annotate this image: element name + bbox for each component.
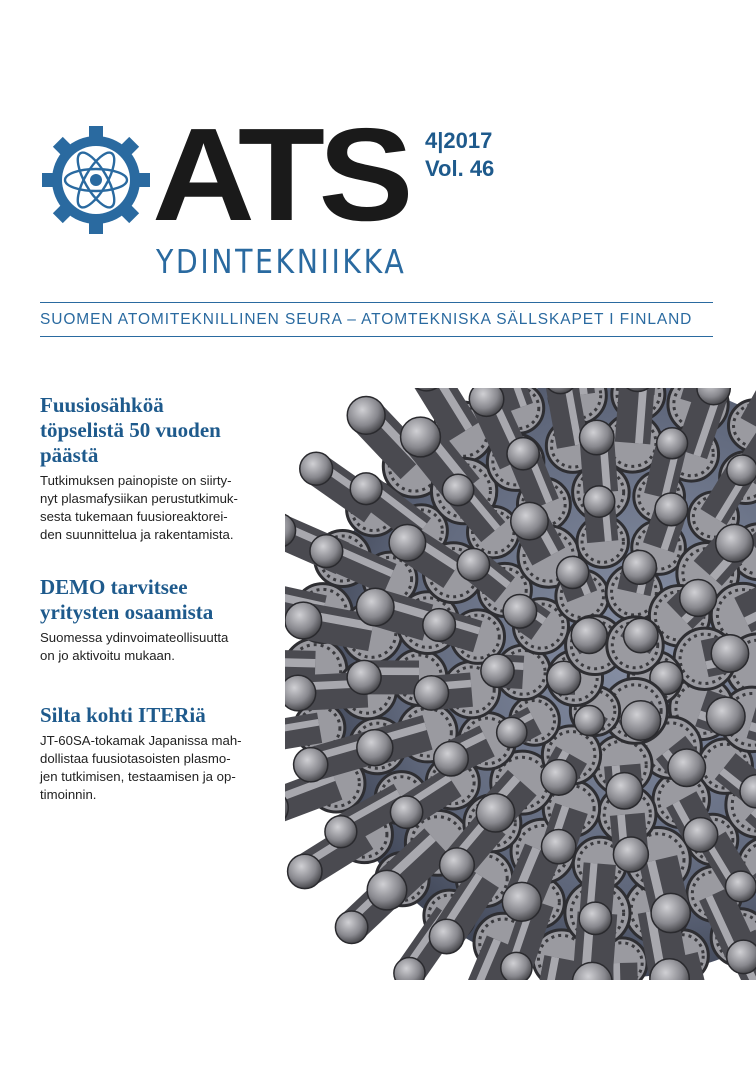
article-3-title[interactable] xyxy=(40,703,290,728)
port-cap xyxy=(579,902,611,934)
port-cap xyxy=(511,502,548,539)
port-cap xyxy=(442,474,473,505)
port-cap xyxy=(541,829,575,863)
port-cap xyxy=(389,524,426,561)
top-divider xyxy=(40,302,713,303)
body-line: JT-60SA-tokamak Japanissa mah- xyxy=(40,733,242,748)
port-cap xyxy=(356,588,394,626)
port-body xyxy=(622,963,624,980)
port-cap xyxy=(613,837,648,872)
body-line: Suomessa ydinvoimateollisuutta xyxy=(40,630,229,645)
port-cap xyxy=(300,452,333,485)
port-cap xyxy=(727,940,756,974)
port-cap xyxy=(651,893,690,932)
port-cap xyxy=(335,911,367,943)
port-cap xyxy=(347,660,381,694)
issue-number: 4|2017 xyxy=(425,128,493,153)
body-line: sesta tukemaan fuusioreaktorei- xyxy=(40,509,228,524)
body-line: nyt plasmafysiikan perustutkimuk- xyxy=(40,491,238,506)
port-cap xyxy=(457,548,489,580)
body-line: on jo aktivoitu mukaan. xyxy=(40,648,175,663)
port-cap xyxy=(501,952,532,980)
port-cap xyxy=(469,388,503,416)
port-cap xyxy=(583,486,614,517)
title-line: töpselistä 50 vuoden xyxy=(40,418,221,442)
port-cap xyxy=(657,428,688,459)
port-cap xyxy=(541,760,577,796)
port-cap xyxy=(347,396,385,434)
port-cap xyxy=(414,676,448,710)
title-line: päästä xyxy=(40,443,99,467)
port-cap xyxy=(285,675,316,711)
body-line: timoinnin. xyxy=(40,787,97,802)
tokamak-vessel-ports-image xyxy=(285,388,756,980)
masthead-subtitle: YDINTEKNIIKKA xyxy=(156,242,407,281)
body-line: Tutkimuksen painopiste on siirty- xyxy=(40,473,232,488)
port-body xyxy=(285,668,315,670)
title-line: Fuusiosähköä xyxy=(40,393,164,417)
port-cap xyxy=(350,473,382,505)
port-cap xyxy=(680,579,717,616)
body-line: dollistaa fuusiotasoisten plasmo- xyxy=(40,751,231,766)
port-cap xyxy=(310,535,343,568)
port-cap xyxy=(503,595,537,629)
port-cap xyxy=(725,871,756,902)
article-2-title[interactable] xyxy=(40,575,290,625)
issue-info xyxy=(425,127,494,183)
port-cap xyxy=(574,705,604,735)
port-cap xyxy=(624,618,658,652)
article-1-title[interactable] xyxy=(40,393,290,468)
port-highlight xyxy=(639,388,644,443)
bottom-divider xyxy=(40,336,713,337)
port-cap xyxy=(481,654,514,687)
port-cap xyxy=(429,919,463,953)
port-highlight xyxy=(285,661,315,663)
port-cap xyxy=(294,748,328,782)
port-cap xyxy=(401,417,441,457)
port-cap xyxy=(571,618,607,654)
body-line: jen tutkimisen, testaamisen ja op- xyxy=(40,769,236,784)
port-cap xyxy=(434,741,469,776)
port-cap xyxy=(476,794,514,832)
port-cap xyxy=(440,848,475,883)
port-cap xyxy=(706,697,745,736)
title-line: yritysten osaamista xyxy=(40,600,214,624)
port-cap xyxy=(579,420,614,455)
port-cap xyxy=(655,493,688,526)
port-cap xyxy=(668,749,705,786)
issue-volume: Vol. 46 xyxy=(425,156,495,181)
port-highlight xyxy=(617,963,619,980)
title-line: DEMO tarvitsee xyxy=(40,575,188,599)
port-cap xyxy=(716,524,754,562)
port-body xyxy=(743,597,756,615)
port-cap xyxy=(390,796,422,828)
port-cap xyxy=(423,609,456,642)
port-cap xyxy=(325,816,357,848)
article-2-summary xyxy=(40,629,290,665)
society-name: SUOMEN ATOMITEKNILLINEN SEURA – ATOMTEKNISKA SÄLLSKAPET I FINLAND xyxy=(40,311,693,328)
body-line: den suunnittelua ja rakentamista. xyxy=(40,527,234,542)
port-cap xyxy=(357,730,393,766)
article-3[interactable] xyxy=(40,703,290,804)
masthead-title: ATS xyxy=(152,101,408,248)
atom-gear-icon xyxy=(40,124,152,236)
port-cap xyxy=(711,635,748,672)
port-cap xyxy=(621,701,661,741)
port-cap xyxy=(288,854,322,888)
title-line: Silta kohti ITERiä xyxy=(40,703,206,727)
port-cap xyxy=(606,773,642,809)
port-cap xyxy=(502,882,541,921)
port-cap xyxy=(683,818,717,852)
port-cap xyxy=(507,438,539,470)
port-cap xyxy=(497,717,527,747)
port-cap xyxy=(623,550,657,584)
article-3-summary xyxy=(40,732,290,804)
port-cap xyxy=(727,455,756,485)
article-2[interactable] xyxy=(40,575,290,665)
port-cap xyxy=(285,602,322,639)
port-cap xyxy=(367,870,407,910)
article-1[interactable] xyxy=(40,393,290,544)
port-cap xyxy=(557,556,589,588)
article-1-summary xyxy=(40,472,290,544)
